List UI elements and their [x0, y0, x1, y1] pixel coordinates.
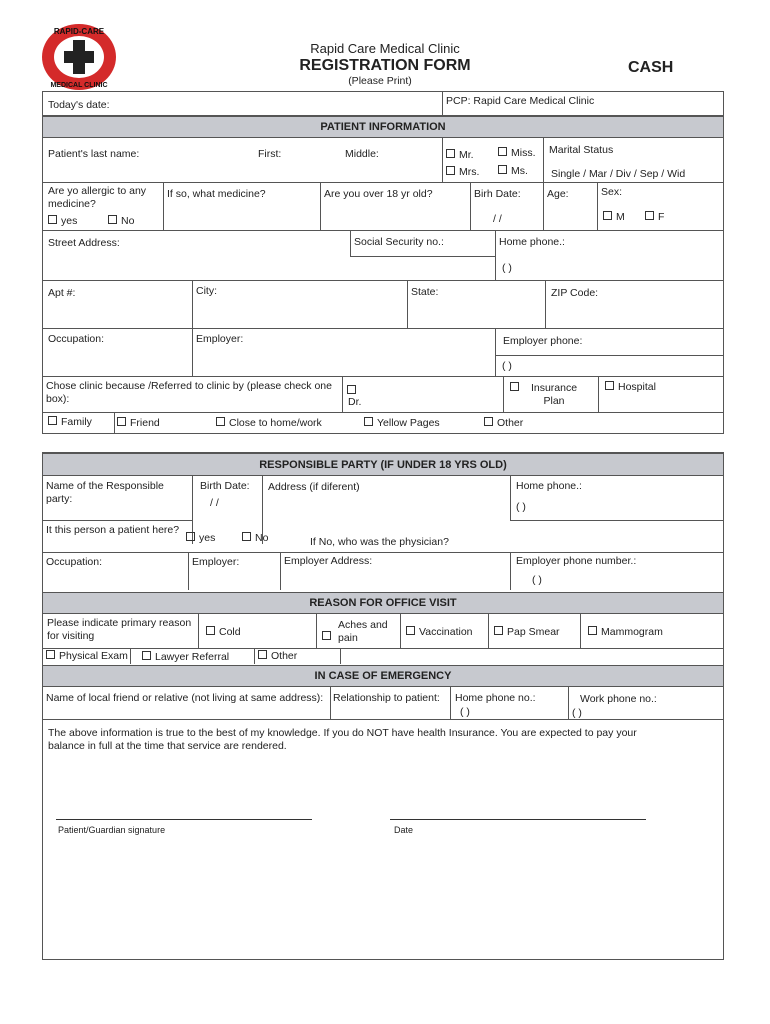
reason-mammogram[interactable]: Mammogram	[588, 626, 663, 639]
marital-status-label: Marital Status	[549, 144, 614, 156]
signature-label: Patient/Guardian signature	[58, 825, 166, 835]
hospital-checkbox[interactable]	[605, 381, 614, 390]
ssn-label: Social Security no.:	[354, 236, 444, 248]
if-no-physician-label: If No, who was the physician?	[310, 536, 449, 548]
responsible-section-title: RESPONSIBLE PARTY (IF UNDER 18 YRS OLD)	[43, 453, 723, 476]
emergency-work-phone-label: Work phone no.:	[580, 693, 657, 705]
mrs-checkbox[interactable]	[446, 166, 455, 175]
relationship-label: Relationship to patient:	[333, 692, 440, 704]
responsible-birth-date-label: Birth Date:	[200, 480, 250, 492]
todays-date-label: Today's date:	[48, 99, 110, 111]
allergic-no-checkbox[interactable]	[108, 215, 117, 224]
logo-top-text: RAPID-CARE	[53, 27, 105, 36]
responsible-employer-phone-field[interactable]: ( )	[532, 574, 542, 586]
responsible-birth-date-field[interactable]: / /	[210, 497, 219, 509]
emergency-home-phone-field[interactable]: ( )	[460, 706, 470, 718]
is-patient-yes-checkbox[interactable]	[186, 532, 195, 541]
is-patient-label: It this person a patient here?	[46, 524, 180, 536]
occupation-label: Occupation:	[48, 333, 105, 345]
apt-label: Apt #:	[48, 287, 76, 299]
statement-text: The above information is true to the best of my knowledge. If you do NOT have health Insurance. You are expected to pay your balance in full at the time that service are rendered.	[48, 727, 637, 752]
referral-friend[interactable]: Friend	[117, 417, 160, 430]
responsible-home-phone-field[interactable]: ( )	[516, 501, 526, 513]
home-phone-field[interactable]: ( )	[502, 262, 512, 274]
logo-bottom-text: MEDICAL CLINIC	[50, 82, 108, 89]
aches-checkbox-wrap[interactable]	[322, 627, 335, 645]
responsible-occupation-label: Occupation:	[46, 556, 103, 568]
middle-name-label: Middle:	[345, 148, 379, 160]
referral-other[interactable]: Other	[484, 417, 523, 430]
close-home-checkbox[interactable]	[216, 417, 225, 426]
reason-cold[interactable]: Cold	[206, 626, 241, 639]
lawyer-referral-checkbox[interactable]	[142, 651, 151, 660]
referral-family[interactable]: Family	[48, 416, 92, 429]
patient-section-title: PATIENT INFORMATION	[43, 116, 723, 138]
insurance-plan-option[interactable]	[510, 382, 523, 395]
allergic-no[interactable]: No	[108, 215, 134, 228]
home-phone-label: Home phone.:	[499, 236, 565, 248]
zip-label: ZIP Code:	[551, 287, 599, 299]
emergency-section-title: IN CASE OF EMERGENCY	[43, 665, 723, 687]
title-ms[interactable]: Ms.	[498, 165, 528, 178]
sex-label: Sex:	[601, 186, 623, 198]
reason-section-title: REASON FOR OFFICE VISIT	[43, 592, 723, 614]
responsible-employer-address-label: Employer Address:	[284, 555, 373, 567]
employer-phone-label: Employer phone:	[503, 335, 583, 347]
pcp-label: PCP: Rapid Care Medical Clinic	[446, 95, 595, 107]
street-address-label: Street Address:	[48, 237, 120, 249]
age-label: Age:	[547, 188, 569, 200]
reason-other[interactable]: Other	[258, 650, 297, 663]
allergic-yes-checkbox[interactable]	[48, 215, 57, 224]
other-checkbox[interactable]	[484, 417, 493, 426]
sex-f[interactable]: F	[645, 211, 664, 224]
employer-label: Employer:	[196, 333, 244, 345]
clinic-name: Rapid Care Medical Clinic	[310, 41, 460, 56]
payment-type: CASH	[628, 59, 674, 76]
signature-line[interactable]	[56, 819, 312, 820]
insurance-plan-checkbox[interactable]	[510, 382, 519, 391]
reason-other-checkbox[interactable]	[258, 650, 267, 659]
referral-close-home[interactable]: Close to home/work	[216, 417, 322, 430]
state-label: State:	[411, 286, 439, 298]
is-patient-yes[interactable]: yes	[186, 532, 215, 545]
responsible-employer-label: Employer:	[192, 556, 240, 568]
miss-checkbox[interactable]	[498, 147, 507, 156]
insurance-plan-label: Insurance Plan	[530, 382, 578, 407]
mr-checkbox[interactable]	[446, 149, 455, 158]
local-friend-label: Name of local friend or relative (not living at same address):	[46, 692, 324, 704]
dr-label: Dr.	[348, 396, 362, 408]
sex-f-checkbox[interactable]	[645, 211, 654, 220]
ms-checkbox[interactable]	[498, 165, 507, 174]
cold-checkbox[interactable]	[206, 626, 215, 635]
emergency-home-phone-label: Home phone no.:	[455, 692, 536, 704]
referral-yellow-pages[interactable]: Yellow Pages	[364, 417, 440, 430]
dr-checkbox[interactable]	[347, 385, 356, 394]
is-patient-no[interactable]: No	[242, 532, 268, 545]
responsible-home-phone-label: Home phone.:	[516, 480, 582, 492]
date-label: Date	[394, 825, 414, 835]
form-title: REGISTRATION FORM	[299, 57, 471, 74]
first-name-label: First:	[258, 148, 282, 160]
birth-date-slashes[interactable]: / /	[493, 213, 502, 225]
pap-smear-checkbox[interactable]	[494, 626, 503, 635]
chose-clinic-label: Chose clinic because /Referred to clinic by (please check one box):	[46, 380, 332, 405]
city-label: City:	[196, 285, 217, 297]
reason-lawyer-referral[interactable]: Lawyer Referral	[142, 651, 229, 664]
responsible-employer-phone-label: Employer phone number.:	[516, 555, 637, 567]
allergic-yes[interactable]: yes	[48, 215, 77, 228]
birth-date-label: Birh Date:	[474, 188, 521, 200]
please-print: (Please Print)	[348, 75, 412, 87]
emergency-work-phone-field[interactable]: ( )	[572, 707, 582, 719]
sex-m[interactable]: M	[603, 211, 625, 224]
sex-m-checkbox[interactable]	[603, 211, 612, 220]
title-mr[interactable]: Mr.	[446, 149, 474, 162]
top-row	[42, 91, 724, 116]
hospital-option[interactable]: Hospital	[605, 381, 656, 394]
reason-pap-smear[interactable]: Pap Smear	[494, 626, 560, 639]
reason-physical-exam[interactable]: Physical Exam	[46, 650, 128, 663]
aches-label: Aches and pain	[338, 619, 388, 644]
mammogram-checkbox[interactable]	[588, 626, 597, 635]
friend-checkbox[interactable]	[117, 417, 126, 426]
is-patient-no-checkbox[interactable]	[242, 532, 251, 541]
last-name-label: Patient's last name:	[48, 148, 140, 160]
responsible-address-label: Address (if diferent)	[268, 481, 360, 493]
if-so-medicine-label: If so, what medicine?	[167, 188, 266, 200]
family-checkbox[interactable]	[48, 416, 57, 425]
over-18-label: Are you over 18 yr old?	[324, 188, 433, 200]
aches-checkbox[interactable]	[322, 631, 331, 640]
vaccination-checkbox[interactable]	[406, 626, 415, 635]
yellow-pages-checkbox[interactable]	[364, 417, 373, 426]
employer-phone-field[interactable]: ( )	[502, 360, 512, 372]
title-mrs[interactable]: Mrs.	[446, 166, 479, 179]
marital-options[interactable]: Single / Mar / Div / Sep / Wid	[551, 168, 686, 180]
allergic-label: Are yo allergic to any medicine?	[48, 185, 147, 210]
title-miss[interactable]: Miss.	[498, 147, 536, 160]
responsible-name-label: Name of the Responsible party:	[46, 480, 164, 505]
primary-reason-label: Please indicate primary reason for visiting	[47, 617, 192, 642]
reason-vaccination[interactable]: Vaccination	[406, 626, 473, 639]
physical-exam-checkbox[interactable]	[46, 650, 55, 659]
date-line[interactable]	[390, 819, 646, 820]
